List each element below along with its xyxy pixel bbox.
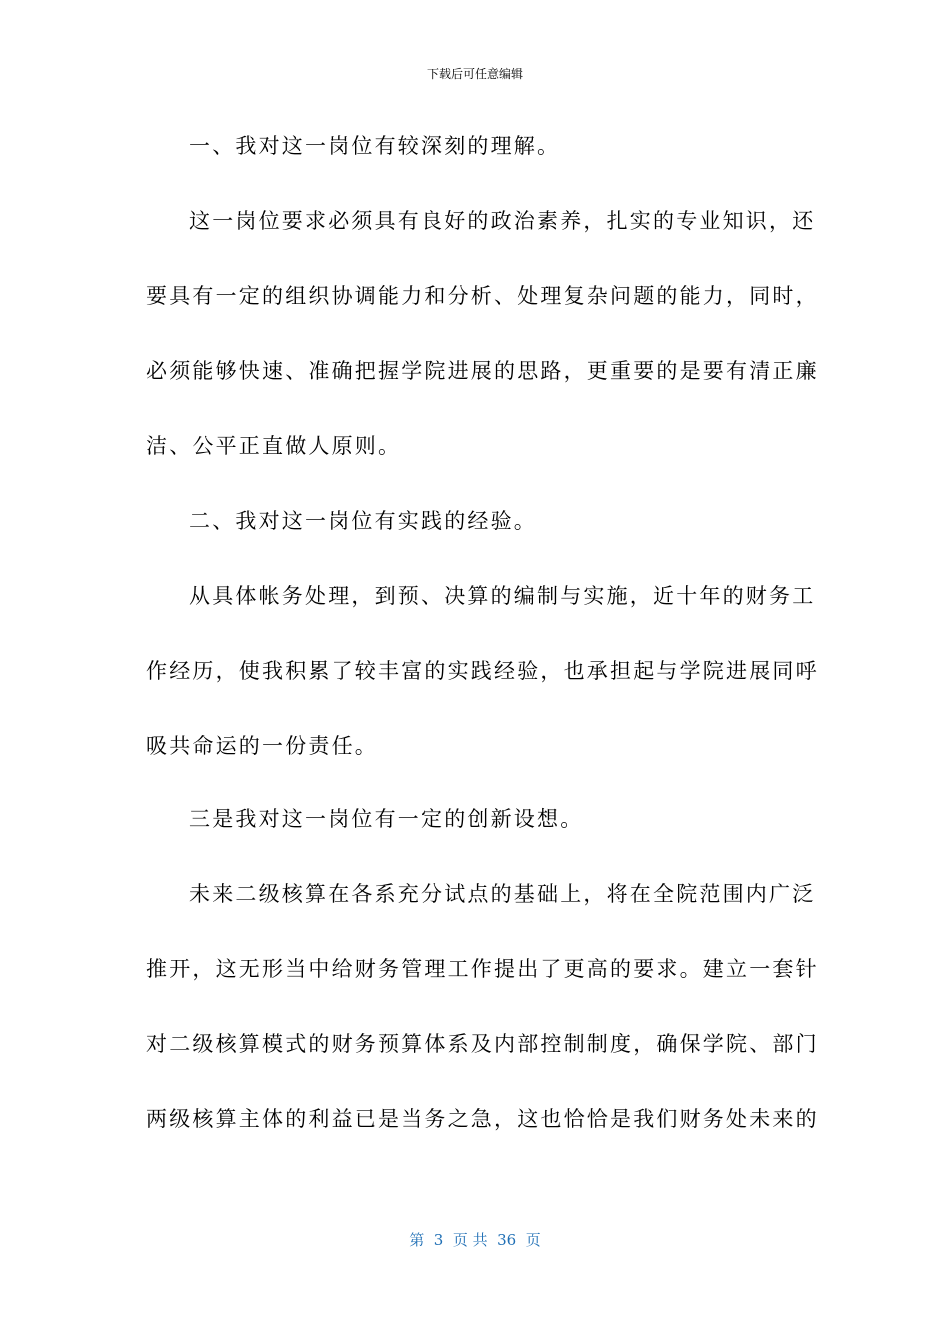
page-footer: 第 3 页 共 36 页 (409, 1231, 541, 1249)
paragraph-line: 洁、公平正直做人原则。 (146, 434, 402, 458)
paragraph-line: 未来二级核算在各系充分试点的基础上，将在全院范围内广泛 (189, 882, 816, 906)
paragraph-line: 必须能够快速、准确把握学院进展的思路，更重要的是要有清正廉 (146, 359, 819, 383)
paragraph-line: 对二级核算模式的财务预算体系及内部控制制度，确保学院、部门 (146, 1032, 819, 1056)
paragraph-line: 吸共命运的一份责任。 (146, 734, 378, 758)
paragraph-line: 从具体帐务处理，到预、决算的编制与实施，近十年的财务工 (189, 584, 816, 608)
heading-point-two: 二、我对这一岗位有实践的经验。 (189, 509, 537, 533)
heading-point-one: 一、我对这一岗位有较深刻的理解。 (189, 134, 561, 158)
paragraph-line: 要具有一定的组织协调能力和分析、处理复杂问题的能力，同时， (146, 284, 819, 308)
paragraph-line: 作经历，使我积累了较丰富的实践经验，也承担起与学院进展同呼 (146, 659, 819, 683)
paragraph-line: 推开，这无形当中给财务管理工作提出了更高的要求。建立一套针 (146, 957, 819, 981)
paragraph-line: 这一岗位要求必须具有良好的政治素养，扎实的专业知识，还 (189, 209, 816, 233)
page-header: 下载后可任意编辑 (426, 67, 523, 81)
paragraph-line: 两级核算主体的利益已是当务之急，这也恰恰是我们财务处未来的 (146, 1107, 819, 1131)
heading-point-three: 三是我对这一岗位有一定的创新设想。 (189, 807, 584, 831)
